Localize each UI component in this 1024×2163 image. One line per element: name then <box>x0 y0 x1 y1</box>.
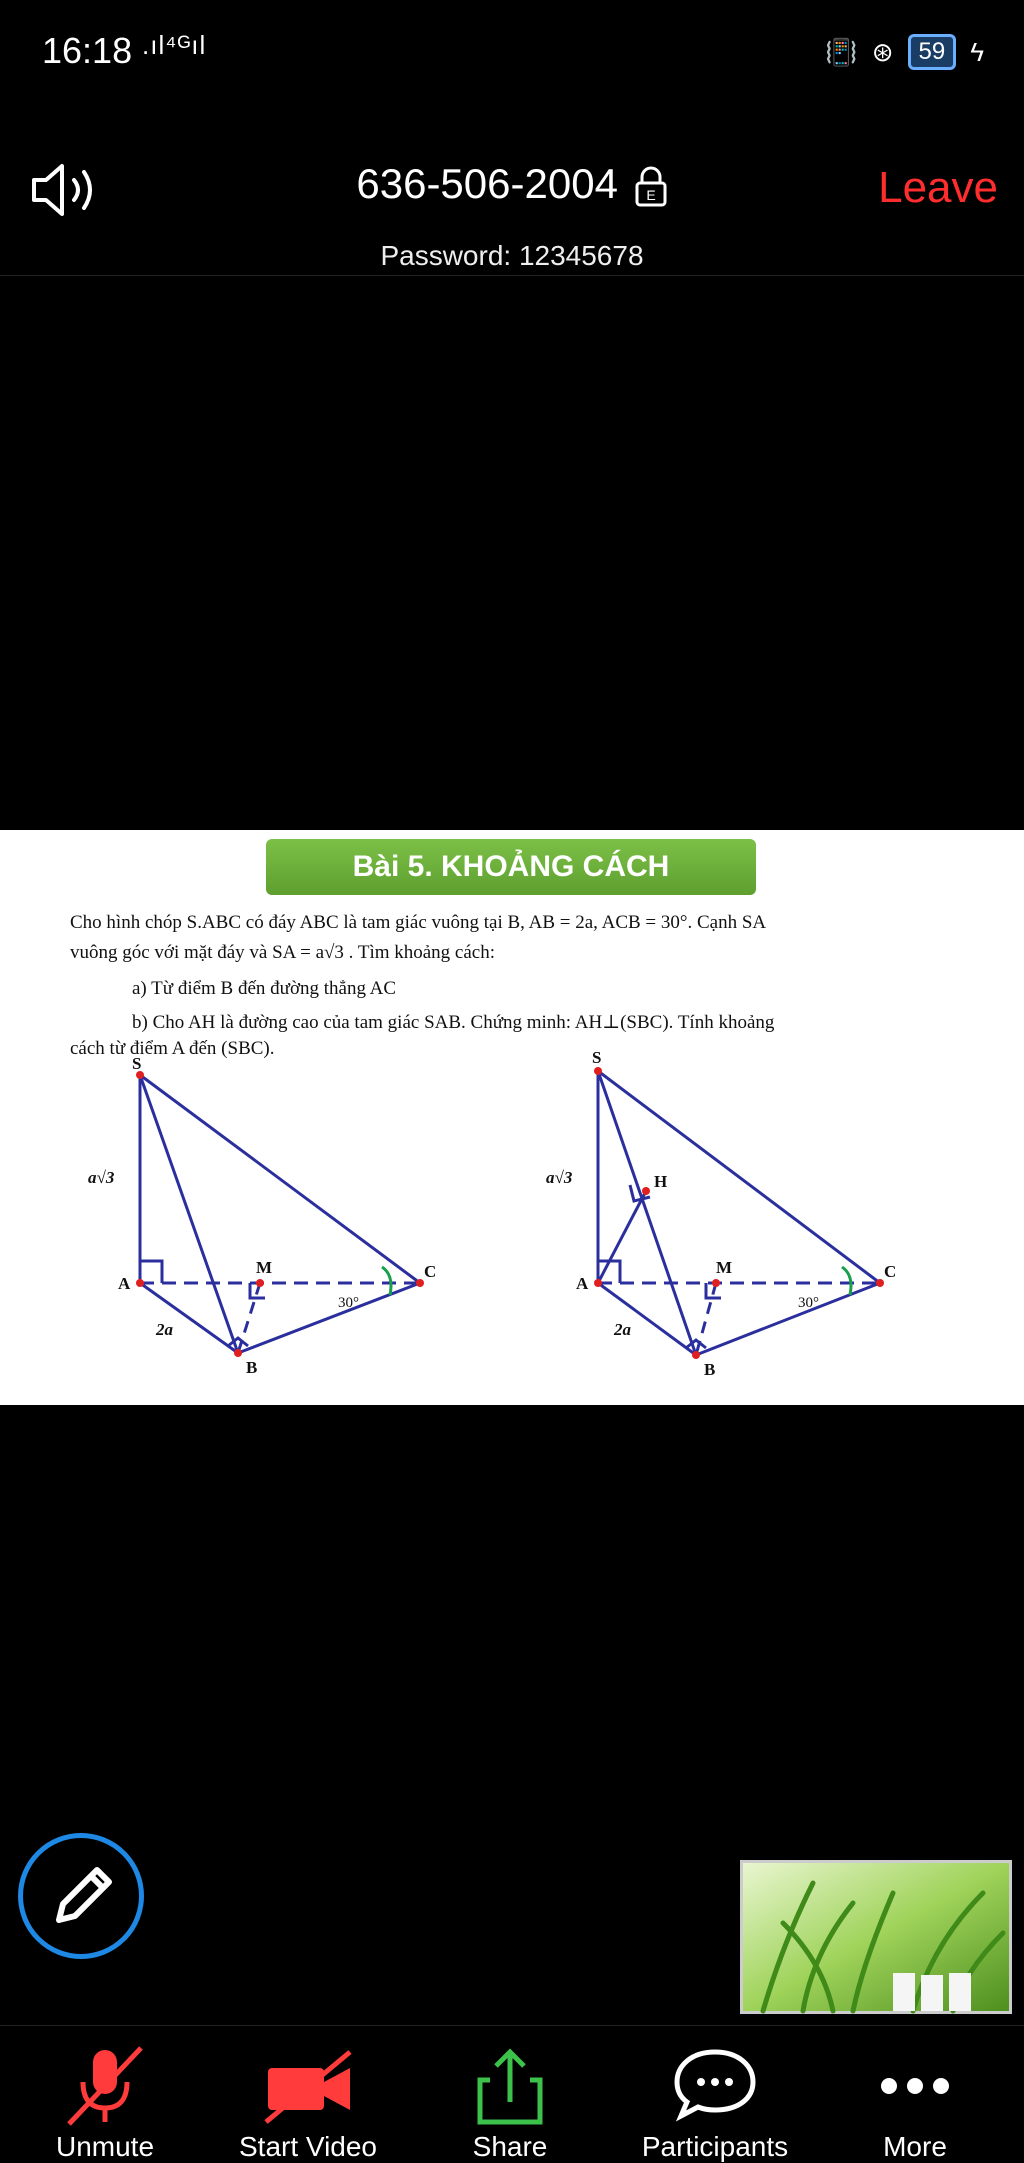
label-c: C <box>424 1262 437 1281</box>
problem-line-1: Cho hình chóp S.ABC có đáy ABC là tam giác vuông tại B, AB = 2a, ACB = 30°. Cạnh SA <box>70 912 767 933</box>
leave-button[interactable]: Leave <box>872 162 1004 214</box>
label-b: B <box>246 1358 258 1377</box>
label-a: A <box>118 1274 131 1293</box>
label-s: S <box>132 1054 142 1073</box>
label-s-right: S <box>592 1048 602 1067</box>
participants-label: Participants <box>641 2131 789 2162</box>
label-b-right: B <box>704 1360 716 1379</box>
meeting-id-row[interactable] <box>0 160 1024 208</box>
self-video-thumbnail[interactable] <box>740 1860 1012 2014</box>
problem-line-4: b) Cho AH là đường cao của tam giác SAB. Chứng minh: AH⊥(SBC). Tính khoảng <box>132 1012 775 1033</box>
label-angle-right: 30° <box>798 1295 819 1311</box>
muted-mic-icon <box>55 2046 155 2126</box>
label-ab-right: 2a <box>614 1320 631 1339</box>
problem-line-2: vuông góc với mặt đáy và SA = a√3 . Tìm khoảng cách: <box>70 942 496 963</box>
more-dots-icon <box>865 2046 965 2126</box>
share-label: Share <box>472 2131 548 2162</box>
svg-text:E: E <box>645 186 656 203</box>
shared-document <box>0 830 1024 1405</box>
meeting-id: 636-506-2004 <box>356 160 618 207</box>
pyramid-diagram-right <box>546 1048 908 1403</box>
status-icons <box>825 34 984 70</box>
chat-bubble-icon <box>665 2046 765 2126</box>
video-off-icon <box>258 2046 358 2126</box>
start-video-button[interactable] <box>218 2026 398 2163</box>
rotation-lock-icon: ⊛ <box>871 36 894 67</box>
label-angle: 30° <box>338 1295 359 1311</box>
label-h: H <box>654 1172 668 1191</box>
pyramid-diagram-left <box>88 1054 450 1403</box>
label-sa-right: a√3 <box>546 1168 573 1187</box>
share-button[interactable] <box>440 2026 580 2163</box>
meeting-header <box>0 140 1024 276</box>
label-c-right: C <box>884 1262 897 1281</box>
pencil-icon <box>23 1838 139 1954</box>
annotate-button[interactable] <box>18 1833 144 1959</box>
lock-icon <box>634 167 668 207</box>
label-ab: 2a <box>156 1320 173 1339</box>
vibrate-icon: 📳 <box>825 36 858 67</box>
problem-line-3: a) Từ điểm B đến đường thẳng AC <box>132 978 397 999</box>
participants-button[interactable] <box>620 2026 810 2163</box>
label-a-right: A <box>576 1274 589 1293</box>
charging-icon: ϟ <box>970 36 984 67</box>
battery-icon: 59 <box>908 34 957 70</box>
status-bar <box>0 0 1024 110</box>
meeting-toolbar <box>0 2025 1024 2163</box>
shared-screen <box>0 830 1024 1405</box>
label-m: M <box>256 1258 273 1277</box>
meeting-password: Password: 12345678 <box>380 240 644 271</box>
unmute-button[interactable] <box>20 2026 190 2163</box>
label-sa: a√3 <box>88 1168 115 1187</box>
label-m-right: M <box>716 1258 733 1277</box>
grass-image <box>743 1863 1009 2011</box>
signal-icon: .ıl⁴ᴳıl <box>142 30 207 60</box>
document-title: Bài 5. KHOẢNG CÁCH <box>266 839 756 895</box>
more-button[interactable] <box>850 2026 980 2163</box>
problem-line-5: cách từ điểm A đến (SBC). <box>70 1038 275 1059</box>
unmute-label: Unmute <box>55 2131 155 2162</box>
share-icon <box>460 2046 560 2126</box>
clock: 16:18 <box>42 30 133 71</box>
more-label: More <box>883 2131 947 2162</box>
start-video-label: Start Video <box>238 2131 378 2162</box>
